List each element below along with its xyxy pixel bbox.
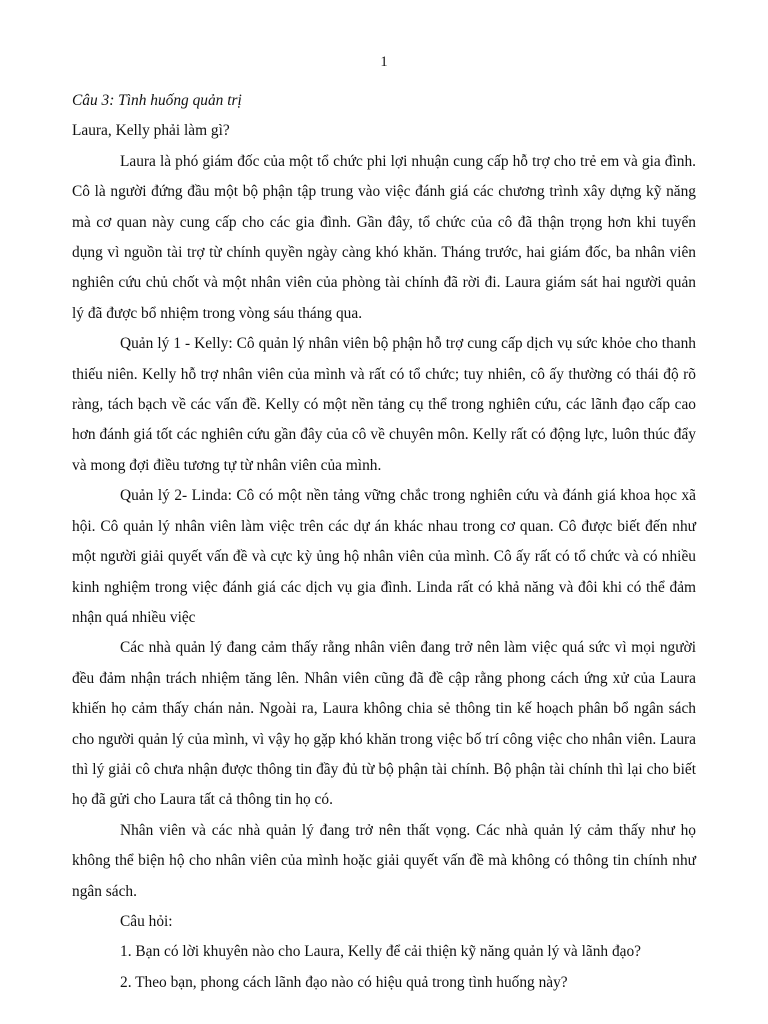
paragraph-intro: Laura là phó giám đốc của một tổ chức phi lợi nhuận cung cấp hỗ trợ cho trẻ em và gia đình. Cô là người đứng đầu một bộ phận tập trung vào việc đánh giá các chương trình xây dựng kỹ năng mà cơ quan này cung cấp cho các gia đình. Gần đây, tổ chức của cô đã thận trọng hơn khi tuyển dụng vì nguồn tài trợ từ chính quyền ngày càng khó khăn. Tháng trước, hai giám đốc, ba nhân viên nghiên cứu chủ chốt và một nhân viên của phòng tài chính đã rời đi. Laura giám sát hai người quản lý đã được bổ nhiệm trong vòng sáu tháng qua. (72, 152, 696, 322)
document-page (72, 52, 696, 998)
question-item: 1. Bạn có lời khuyên nào cho Laura, Kelly để cải thiện kỹ năng quản lý và lãnh đạo? (120, 943, 641, 961)
question-title: Laura, Kelly phải làm gì? (72, 122, 230, 140)
page-number: 1 (380, 54, 388, 70)
paragraph-managers: Các nhà quản lý đang cảm thấy rằng nhân viên đang trở nên làm việc quá sức vì mọi người đều đảm nhận trách nhiệm tăng lên. Nhân viên cũng đã đề cập rằng phong cách ứng xử của Laura khiến họ cảm thấy chán nản. Ngoài ra, Laura không chia sẻ thông tin kế hoạch phân bổ ngân sách cho người quản lý của mình, vì vậy họ gặp khó khăn trong việc bố trí công việc cho nhân viên. Laura thì lý giải cô chưa nhận được thông tin đầy đủ từ bộ phận tài chính. Bộ phận tài chính thì lại cho biết họ đã gửi cho Laura tất cả thông tin họ có. (72, 639, 696, 809)
case-title: Câu 3: Tình huống quản trị (72, 92, 242, 109)
paragraph-kelly: Quản lý 1 - Kelly: Cô quản lý nhân viên bộ phận hỗ trợ cung cấp dịch vụ sức khỏe cho thanh thiếu niên. Kelly hỗ trợ nhân viên của mình và rất có tổ chức; tuy nhiên, cô ấy thường có thái độ rõ ràng, tách bạch về các vấn đề. Kelly có một nền tảng cụ thể trong nghiên cứu, các lãnh đạo cấp cao hơn đánh giá tốt các nghiên cứu gần đây của cô về chuyên môn. Kelly rất có động lực, luôn thúc đẩy và mong đợi điều tương tự từ nhân viên của mình. (72, 335, 696, 474)
questions-heading: Câu hỏi: (120, 912, 173, 930)
paragraph-linda: Quản lý 2- Linda: Cô có một nền tảng vững chắc trong nghiên cứu và đánh giá khoa học xã hội. Cô quản lý nhân viên làm việc trên các dự án khác nhau trong cơ quan. Cô được biết đến như một người giải quyết vấn đề và cực kỳ ủng hộ nhân viên của mình. Cô ấy rất có tổ chức và có nhiều kinh nghiệm trong việc đánh giá các dịch vụ gia đình. Linda rất có khả năng và đôi khi có thể đảm nhận quá nhiều việc (72, 487, 696, 626)
question-item: 2. Theo bạn, phong cách lãnh đạo nào có hiệu quả trong tình huống này? (120, 973, 568, 991)
paragraph-frustration: Nhân viên và các nhà quản lý đang trở nên thất vọng. Các nhà quản lý cảm thấy như họ không thể biện hộ cho nhân viên của mình hoặc giải quyết vấn đề mà không có thông tin chính như ngân sách. (72, 821, 696, 900)
